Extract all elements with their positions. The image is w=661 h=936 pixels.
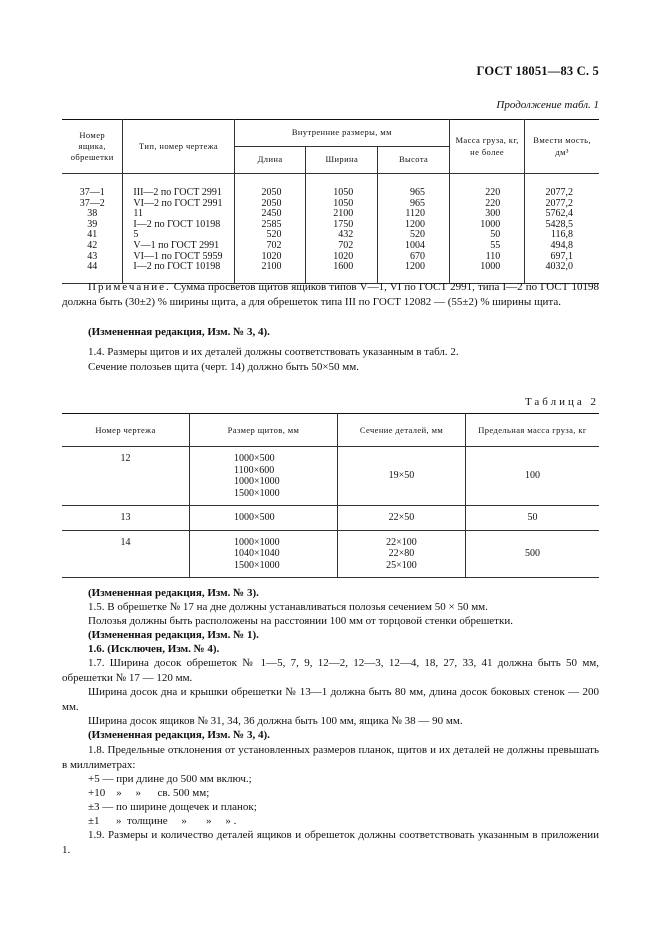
t2-cell-drawing: 14 [62, 530, 190, 578]
t2-section-value: 25×100 [386, 559, 417, 571]
col-header-mass: Масса груза, кг, не более [449, 120, 524, 174]
t2-col-header-drawing: Номер чертежа [62, 414, 190, 447]
page-header: ГОСТ 18051—83 С. 5 [476, 64, 599, 78]
t1-cell-length: 2050 [234, 199, 306, 210]
t1-cell-number: 37—2 [62, 199, 123, 210]
t2-cell-sections [338, 447, 466, 506]
t2-section-value: 19×50 [388, 470, 415, 482]
t2-cell-sizes [190, 506, 338, 531]
t1-cell-height: 1200 [378, 220, 450, 231]
t1-cell-type: 5 [123, 230, 234, 241]
t1-cell-length: 2050 [234, 174, 306, 199]
note [62, 280, 599, 309]
t1-cell-volume: 5428,5 [525, 220, 599, 231]
t2-cell-drawing: 13 [62, 506, 190, 531]
t1-cell-length: 520 [234, 230, 306, 241]
note-label: Примечание. [88, 281, 171, 293]
edit-note-3: (Измененная редакция, Изм. № 3). [88, 587, 259, 599]
t1-cell-width: 1600 [306, 262, 378, 283]
t2-size-value: 1000×1000 [234, 536, 280, 548]
t1-cell-width: 702 [306, 241, 378, 252]
paragraph-1-4-section: Сечение полозьев щита (черт. 14) должно быть 50×50 мм. [88, 361, 359, 373]
t1-cell-type: VI—2 по ГОСТ 2991 [123, 199, 234, 210]
table-continuation-label: Продолжение табл. 1 [496, 99, 599, 111]
t2-cell-drawing: 12 [62, 447, 190, 506]
t1-cell-mass: 300 [449, 209, 524, 220]
t1-cell-height: 1004 [378, 241, 450, 252]
t2-size-value: 1000×500 [234, 453, 275, 464]
tolerance-2: +10 » » св. 500 мм; [88, 787, 210, 799]
paragraph-1-4: 1.4. Размеры щитов и их деталей должны соответствовать указанным в табл. 2. [88, 346, 459, 358]
t1-cell-mass: 50 [449, 230, 524, 241]
t1-cell-height: 965 [378, 199, 450, 210]
col-header-number: Номер ящика, обрешетки [62, 120, 123, 174]
t1-cell-mass: 55 [449, 241, 524, 252]
t1-cell-number: 42 [62, 241, 123, 252]
t1-cell-volume: 2077,2 [525, 199, 599, 210]
t2-col-header-section: Сечение деталей, мм [338, 414, 466, 447]
table-row [62, 241, 599, 252]
paragraph-1-9: 1.9. Размеры и количество деталей ящиков и обрешеток должны соответствовать указанным в приложении 1. [62, 829, 599, 856]
table-row [62, 506, 599, 531]
table-2 [62, 413, 599, 578]
col-header-inner: Внутренние размеры, мм [234, 120, 449, 147]
t1-cell-width: 1020 [306, 252, 378, 263]
t1-cell-type: I—2 по ГОСТ 10198 [123, 262, 234, 283]
t2-cell-mass: 100 [466, 447, 600, 506]
t1-cell-type: I—2 по ГОСТ 10198 [123, 220, 234, 231]
t1-cell-number: 38 [62, 209, 123, 220]
t1-cell-mass: 220 [449, 199, 524, 210]
edit-note-34-a: (Измененная редакция, Изм. № 3, 4). [88, 326, 270, 338]
tolerance-1: +5 — при длине до 500 мм включ.; [88, 773, 252, 785]
t1-cell-length: 2585 [234, 220, 306, 231]
col-header-length: Длина [234, 147, 306, 174]
table-1 [62, 119, 599, 284]
t1-cell-height: 520 [378, 230, 450, 241]
note-text: Сумма просветов щитов ящиков типов V—1, VI по ГОСТ 2991, типа I—2 по ГОСТ 10198 должна быть (30±2) % ширины щита, а для обрешеток типа III по ГОСТ 12082 — (55±2) % ширины щита. [62, 281, 599, 308]
table-2-body [62, 447, 599, 578]
t1-cell-type: III—2 по ГОСТ 2991 [123, 174, 234, 199]
t1-cell-length: 702 [234, 241, 306, 252]
t2-col-header-size: Размер щитов, мм [190, 414, 338, 447]
t2-size-value: 1000×1000 [234, 476, 280, 487]
t1-cell-type: V—1 по ГОСТ 2991 [123, 241, 234, 252]
paragraph-1-8: 1.8. Предельные отклонения от установленных размеров планок, щитов и их деталей не должны превышать в миллиметрах: [62, 744, 599, 771]
edit-note-1: (Измененная редакция, Изм. № 1). [88, 629, 259, 641]
t1-cell-volume: 494,8 [525, 241, 599, 252]
tolerance-4: ±1 » толщине » » » . [88, 815, 237, 827]
t1-cell-number: 43 [62, 252, 123, 263]
t2-size-value: 1040×1040 [234, 548, 280, 559]
t2-cell-sections [338, 506, 466, 531]
t1-cell-volume: 4032,0 [525, 262, 599, 283]
t2-size-value: 1500×1000 [234, 559, 280, 571]
t1-cell-number: 44 [62, 262, 123, 283]
t1-cell-type: VI—1 по ГОСТ 5959 [123, 252, 234, 263]
t2-size-value: 1500×1000 [234, 487, 280, 499]
t2-cell-sizes [190, 530, 338, 578]
t2-size-value: 1100×600 [234, 464, 275, 476]
paragraph-1-5-distance: Полозья должны быть расположены на расстоянии 100 мм от торцовой стенки обрешетки. [88, 615, 513, 627]
table-row [62, 174, 599, 199]
paragraph-1-7-bottom: Ширина досок дна и крышки обрешетки № 13—1 должна быть 80 мм, длина досок боковых стенок — 200 мм. [62, 686, 599, 713]
t1-cell-number: 41 [62, 230, 123, 241]
t2-col-header-mass: Предельная масса груза, кг [466, 414, 600, 447]
t1-cell-volume: 2077,2 [525, 174, 599, 199]
t1-cell-height: 670 [378, 252, 450, 263]
table-1-body [62, 174, 599, 284]
col-header-volume: Вмести мость, дм³ [525, 120, 599, 174]
t1-cell-length: 1020 [234, 252, 306, 263]
t1-cell-volume: 5762,4 [525, 209, 599, 220]
t2-section-value: 22×100 [386, 536, 417, 548]
t1-cell-width: 1050 [306, 174, 378, 199]
t2-cell-mass: 50 [466, 506, 600, 531]
t1-cell-volume: 116,8 [525, 230, 599, 241]
t2-size-value: 1000×500 [234, 512, 275, 523]
t1-cell-length: 2450 [234, 209, 306, 220]
t1-cell-mass: 1000 [449, 220, 524, 231]
t1-cell-height: 965 [378, 174, 450, 199]
t1-cell-number: 39 [62, 220, 123, 231]
t1-cell-volume: 697,1 [525, 252, 599, 263]
paragraph-1-7-boxes: Ширина досок ящиков № 31, 34, 36 должна быть 100 мм, ящика № 38 — 90 мм. [88, 715, 463, 727]
col-header-width: Ширина [306, 147, 378, 174]
edit-note-34-b: (Измененная редакция, Изм. № 3, 4). [88, 729, 270, 741]
t1-cell-type: 11 [123, 209, 234, 220]
col-header-height: Высота [378, 147, 450, 174]
paragraph-1-7: 1.7. Ширина досок обрешеток № 1—5, 7, 9, 12—2, 12—3, 12—4, 18, 27, 33, 41 должна быть 50 мм, обрешетки № 17 — 120 мм. [62, 657, 599, 684]
t2-cell-sizes [190, 447, 338, 506]
t2-cell-sections [338, 530, 466, 578]
t1-cell-length: 2100 [234, 262, 306, 283]
t1-cell-width: 2100 [306, 209, 378, 220]
paragraph-1-5: 1.5. В обрешетке № 17 на дне должны устанавливаться полозья сечением 50 × 50 мм. [88, 601, 488, 613]
t1-cell-width: 432 [306, 230, 378, 241]
t2-section-value: 22×50 [388, 512, 415, 523]
table-row [62, 220, 599, 231]
t1-cell-number: 37—1 [62, 174, 123, 199]
t1-cell-mass: 110 [449, 252, 524, 263]
t1-cell-mass: 220 [449, 174, 524, 199]
paragraph-1-6: 1.6. (Исключен, Изм. № 4). [88, 643, 220, 655]
t1-cell-height: 1200 [378, 262, 450, 283]
t2-section-value: 22×80 [388, 548, 415, 559]
t1-cell-mass: 1000 [449, 262, 524, 283]
table-2-title: Таблица 2 [524, 396, 599, 408]
table-row [62, 447, 599, 506]
col-header-type: Тип, номер чертежа [123, 120, 234, 174]
t1-cell-width: 1750 [306, 220, 378, 231]
table-row [62, 530, 599, 578]
tolerance-3: ±3 — по ширине дощечек и планок; [88, 801, 257, 813]
t1-cell-width: 1050 [306, 199, 378, 210]
t1-cell-height: 1120 [378, 209, 450, 220]
t2-cell-mass: 500 [466, 530, 600, 578]
